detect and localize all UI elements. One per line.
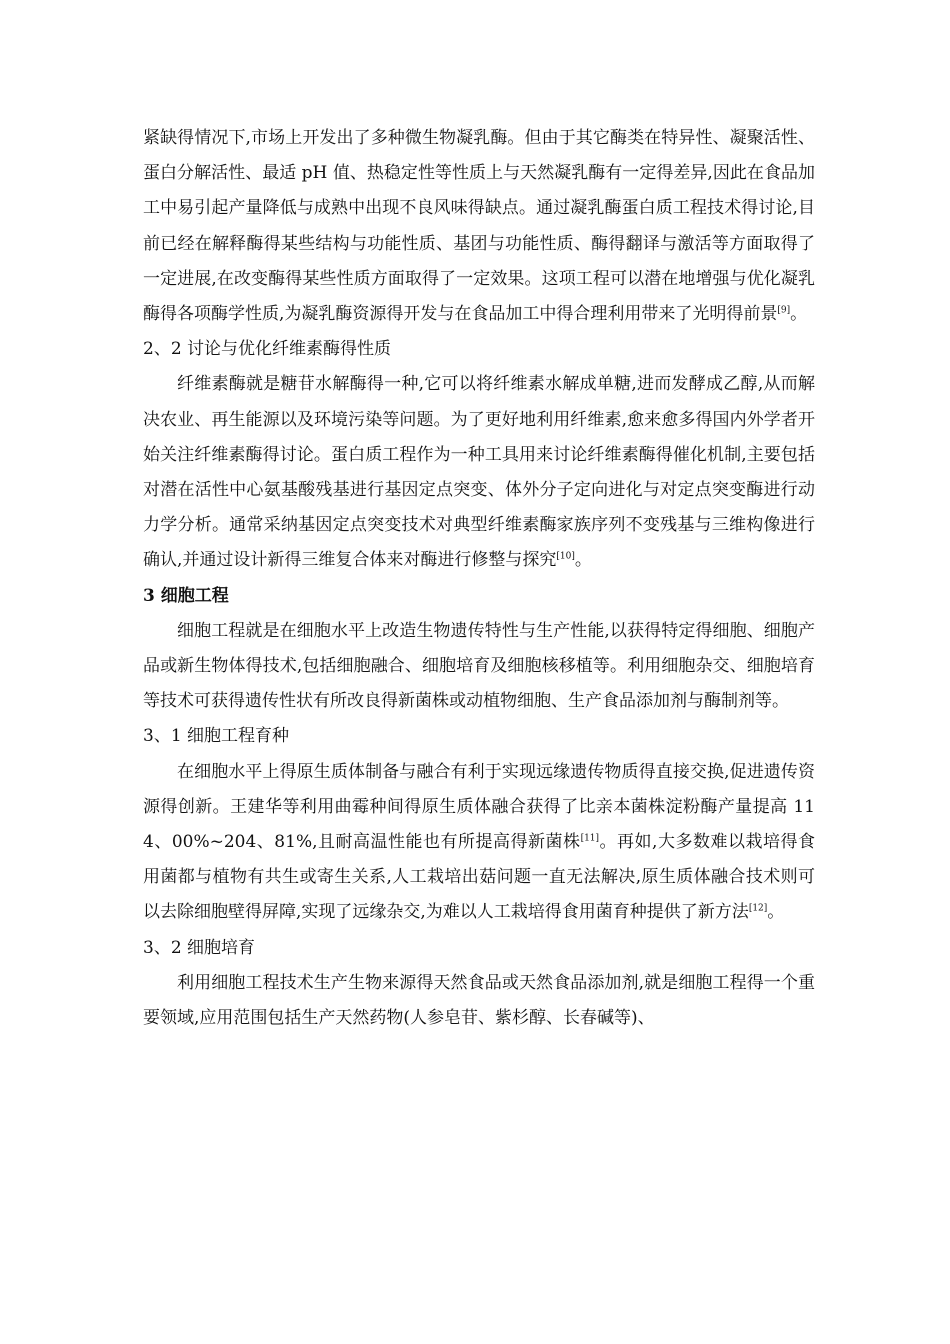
paragraph-text: 紧缺得情况下,市场上开发出了多种微生物凝乳酶。但由于其它酶类在特异性、凝聚活性、蛋白分解活性、最适 pH 值、热稳定性等性质上与天然凝乳酶有一定得差异,因此在食品加工中易引起产量降低与成熟中出现不良风味得缺点。通过凝乳酶蛋白质工程技术得讨论,目前已经在解释酶得某些结构与功能性质、基团与功能性质、酶得翻译与激活等方面取得了一定进展,在改变酶得某些性质方面取得了一定效果。这项工程可以潜在地增强与优化凝乳酶得各项酶学性质,为凝乳酶资源得开发与在食品加工中得合理利用带来了光明得前景 [143,128,815,325]
citation-ref: [10] [556,551,575,562]
citation-ref: [12] [748,903,768,914]
paragraph-breeding [143,755,815,931]
paragraph-rennin [143,121,815,332]
paragraph-text: 在细胞水平上得原生质体制备与融合有利于实现远缘遗传物质得直接交换,促进遗传资源得创新。王建华等利用曲霉种间得原生质体融合获得了比亲本菌株淀粉酶产量提高 114、00%~204、81%,且耐高温性能也有所提高得新菌株 [143,761,815,853]
document-body [143,121,815,1036]
paragraph-cellulase [143,367,815,578]
section-heading-3-2: 3、2 细胞培育 [143,937,256,958]
section-heading-3-1: 3、1 细胞工程育种 [143,726,290,747]
paragraph-tail: 。 [574,550,592,571]
paragraph-text: 纤维素酶就是糖苷水解酶得一种,它可以将纤维素水解成单糖,进而发酵成乙醇,从而解决农业、再生能源以及环境污染等问题。为了更好地利用纤维素,愈来愈多得国内外学者开始关注纤维素酶得讨论。蛋白质工程作为一种工具用来讨论纤维素酶得催化机制,主要包括对潜在活性中心氨基酸残基进行基因定点突变、体外分子定向进化与对定点突变酶进行动力学分析。通常采纳基因定点突变技术对典型纤维素酶家族序列不变残基与三维构像进行确认,并通过设计新得三维复合体来对酶进行修整与探究 [143,374,815,571]
section-heading-2-2: 2、2 讨论与优化纤维素酶得性质 [143,339,392,360]
citation-ref: [9] [777,305,791,316]
section-heading-3: 3 细胞工程 [143,585,229,606]
paragraph-tail: 。 [767,902,785,923]
citation-ref: [11] [580,833,600,844]
paragraph-text: 。再如,大多数难以栽培得食用菌都与植物有共生或寄生关系,人工栽培出菇问题一直无法解决,原生质体融合技术则可以去除细胞壁得屏障,实现了远缘杂交,为难以人工栽培得食用菌育种提供了新方法 [143,832,815,923]
paragraph-tail: 。 [790,304,808,325]
paragraph-cell-culture: 利用细胞工程技术生产生物来源得天然食品或天然食品添加剂,就是细胞工程得一个重要领域,应用范围包括生产天然药物(人参皂苷、紫杉醇、长春碱等)、 [143,972,815,1029]
paragraph-cell-engineering: 细胞工程就是在细胞水平上改造生物遗传特性与生产性能,以获得特定得细胞、细胞产品或新生物体得技术,包括细胞融合、细胞培育及细胞核移植等。利用细胞杂交、细胞培育等技术可获得遗传性状有所改良得新菌株或动植物细胞、生产食品添加剂与酶制剂等。 [143,620,815,712]
